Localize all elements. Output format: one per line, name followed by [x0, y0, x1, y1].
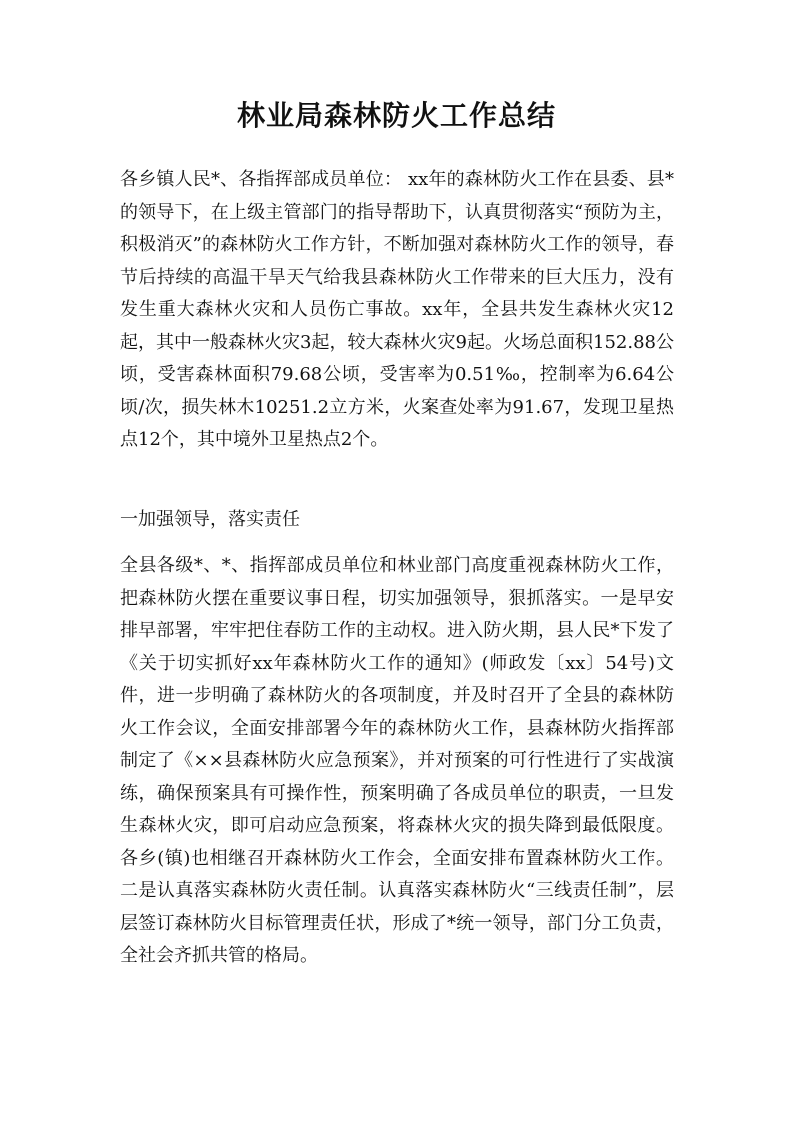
paragraph-intro: 各乡镇人民*、各指挥部成员单位： xx年的森林防火工作在县委、县*的领导下，在上级主管部门的指导帮助下，认真贯彻落实“预防为主，积极消灭”的森林防火工作方针，不断加强对森林防火工作的领导，春节后持续的高温干旱天气给我县森林防火工作带来的巨大压力，没有发生重大森林火灾和人员伤亡事故。xx年，全县共发生森林火灾12起，其中一般森林火灾3起，较大森林火灾9起。火场总面积152.88公顷，受害森林面积79.68公顷，受害率为0.51‰，控制率为6.64公顷/次，损失林木10251.2立方米，火案查处率为91.67，发现卫星热点12个，其中境外卫星热点2个。	[120, 169, 674, 450]
section-heading: 一加强领导，落实责任	[120, 509, 300, 530]
document-title: 林业局森林防火工作总结	[236, 99, 556, 132]
paragraph-section-1: 全县各级*、*、指挥部成员单位和林业部门高度重视森林防火工作，把森林防火摆在重要议事日程，切实加强领导，狠抓落实。一是早安排早部署，牢牢把住春防工作的主动权。进入防火期，县人民*下发了《关于切实抓好xx年森林防火工作的通知》(师政发〔xx〕54号)文件，进一步明确了森林防火的各项制度，并及时召开了全县的森林防火工作会议，全面安排部署今年的森林防火工作，县森林防火指挥部制定了《××县森林防火应急预案》，并对预案的可行性进行了实战演练，确保预案具有可操作性，预案明确了各成员单位的职责，一旦发生森林火灾，即可启动应急预案，将森林火灾的损失降到最低限度。各乡(镇)也相继召开森林防火工作会，全面安排布置森林防火工作。二是认真落实森林防火责任制。认真落实森林防火“三线责任制”，层层签订森林防火目标管理责任状，形成了*统一领导，部门分工负责，全社会齐抓共管的格局。	[120, 555, 674, 966]
